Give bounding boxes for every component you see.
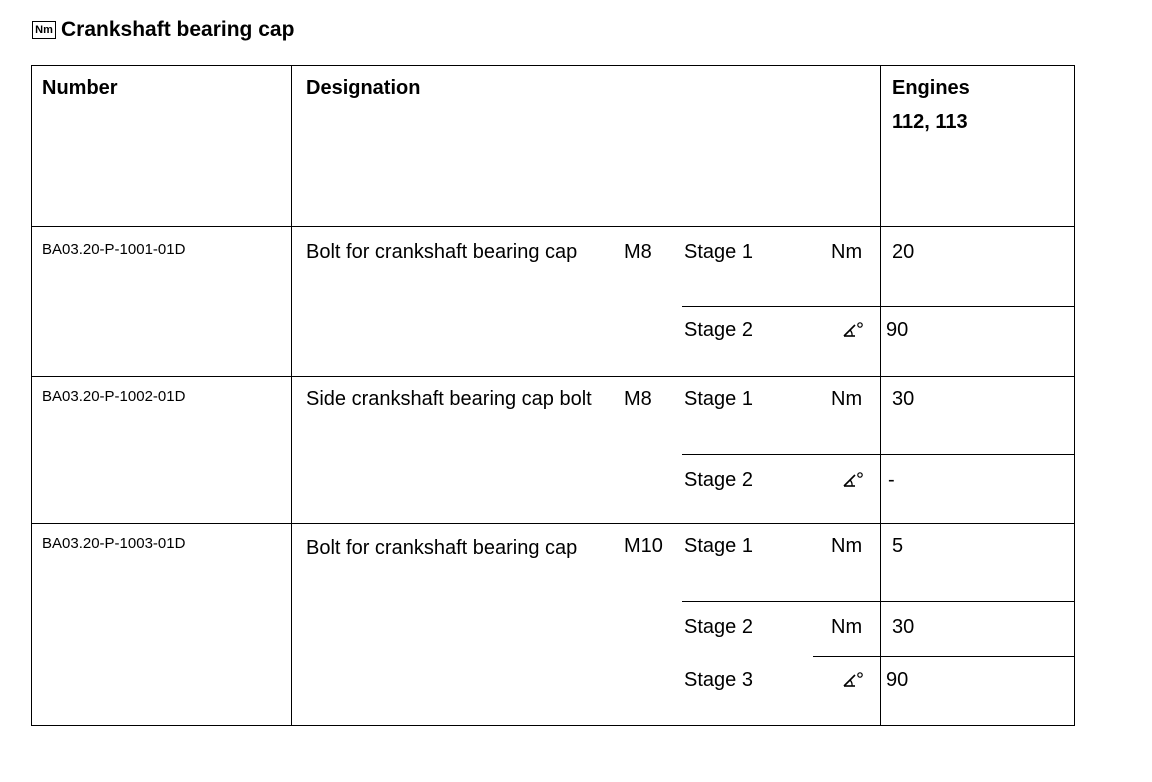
row-1-thread: M8 — [624, 241, 652, 263]
row-1-stage-1-value: 20 — [892, 241, 915, 263]
header-number: Number — [42, 77, 118, 99]
angle-icon — [843, 671, 865, 689]
torque-nm-icon: Nm — [32, 21, 56, 39]
row-3-number: BA03.20-P-1003-01D — [42, 535, 186, 552]
page-title-block — [32, 18, 294, 42]
row-3-stage-1-value: 5 — [892, 535, 904, 557]
row-1-stage-2-value: 90 — [886, 319, 909, 341]
row-3-stage-2-value: 30 — [892, 616, 915, 638]
row-2-stage-1-value: 30 — [892, 388, 915, 410]
header-designation: Designation — [306, 77, 421, 99]
row-2-stage-1-unit: Nm — [831, 388, 863, 410]
page-title: Crankshaft bearing cap — [61, 18, 295, 41]
header-engines: Engines — [892, 77, 970, 99]
row-3-stage-1-label: Stage 1 — [684, 535, 753, 557]
row-1-stage-2-label: Stage 2 — [684, 319, 753, 341]
row-3-stage-1-unit: Nm — [831, 535, 863, 557]
row-3-stage-3-value: 90 — [886, 669, 909, 691]
row-2-stage-2-value: - — [888, 469, 895, 491]
row-2-designation: Side crankshaft bearing cap bolt — [306, 388, 592, 410]
row-2-stage-1-label: Stage 1 — [684, 388, 753, 410]
row-3-stage-2-unit: Nm — [831, 616, 863, 638]
row-1-stage-1-label: Stage 1 — [684, 241, 753, 263]
torque-table — [31, 65, 1075, 726]
angle-icon — [843, 321, 865, 339]
row-1-number: BA03.20-P-1001-01D — [42, 241, 186, 258]
row-1-designation: Bolt for crankshaft bearing cap — [306, 241, 578, 263]
row-2-thread: M8 — [624, 388, 652, 410]
angle-icon — [843, 471, 865, 489]
row-3-thread: M10 — [624, 535, 663, 557]
header-engine-models: 112, 113 — [892, 111, 968, 133]
row-3-designation: Bolt for crankshaft bearing cap — [306, 537, 578, 559]
row-2-number: BA03.20-P-1002-01D — [42, 388, 186, 405]
row-3-stage-3-label: Stage 3 — [684, 669, 753, 691]
row-3-stage-2-label: Stage 2 — [684, 616, 753, 638]
row-1-stage-1-unit: Nm — [831, 241, 863, 263]
row-2-stage-2-label: Stage 2 — [684, 469, 753, 491]
